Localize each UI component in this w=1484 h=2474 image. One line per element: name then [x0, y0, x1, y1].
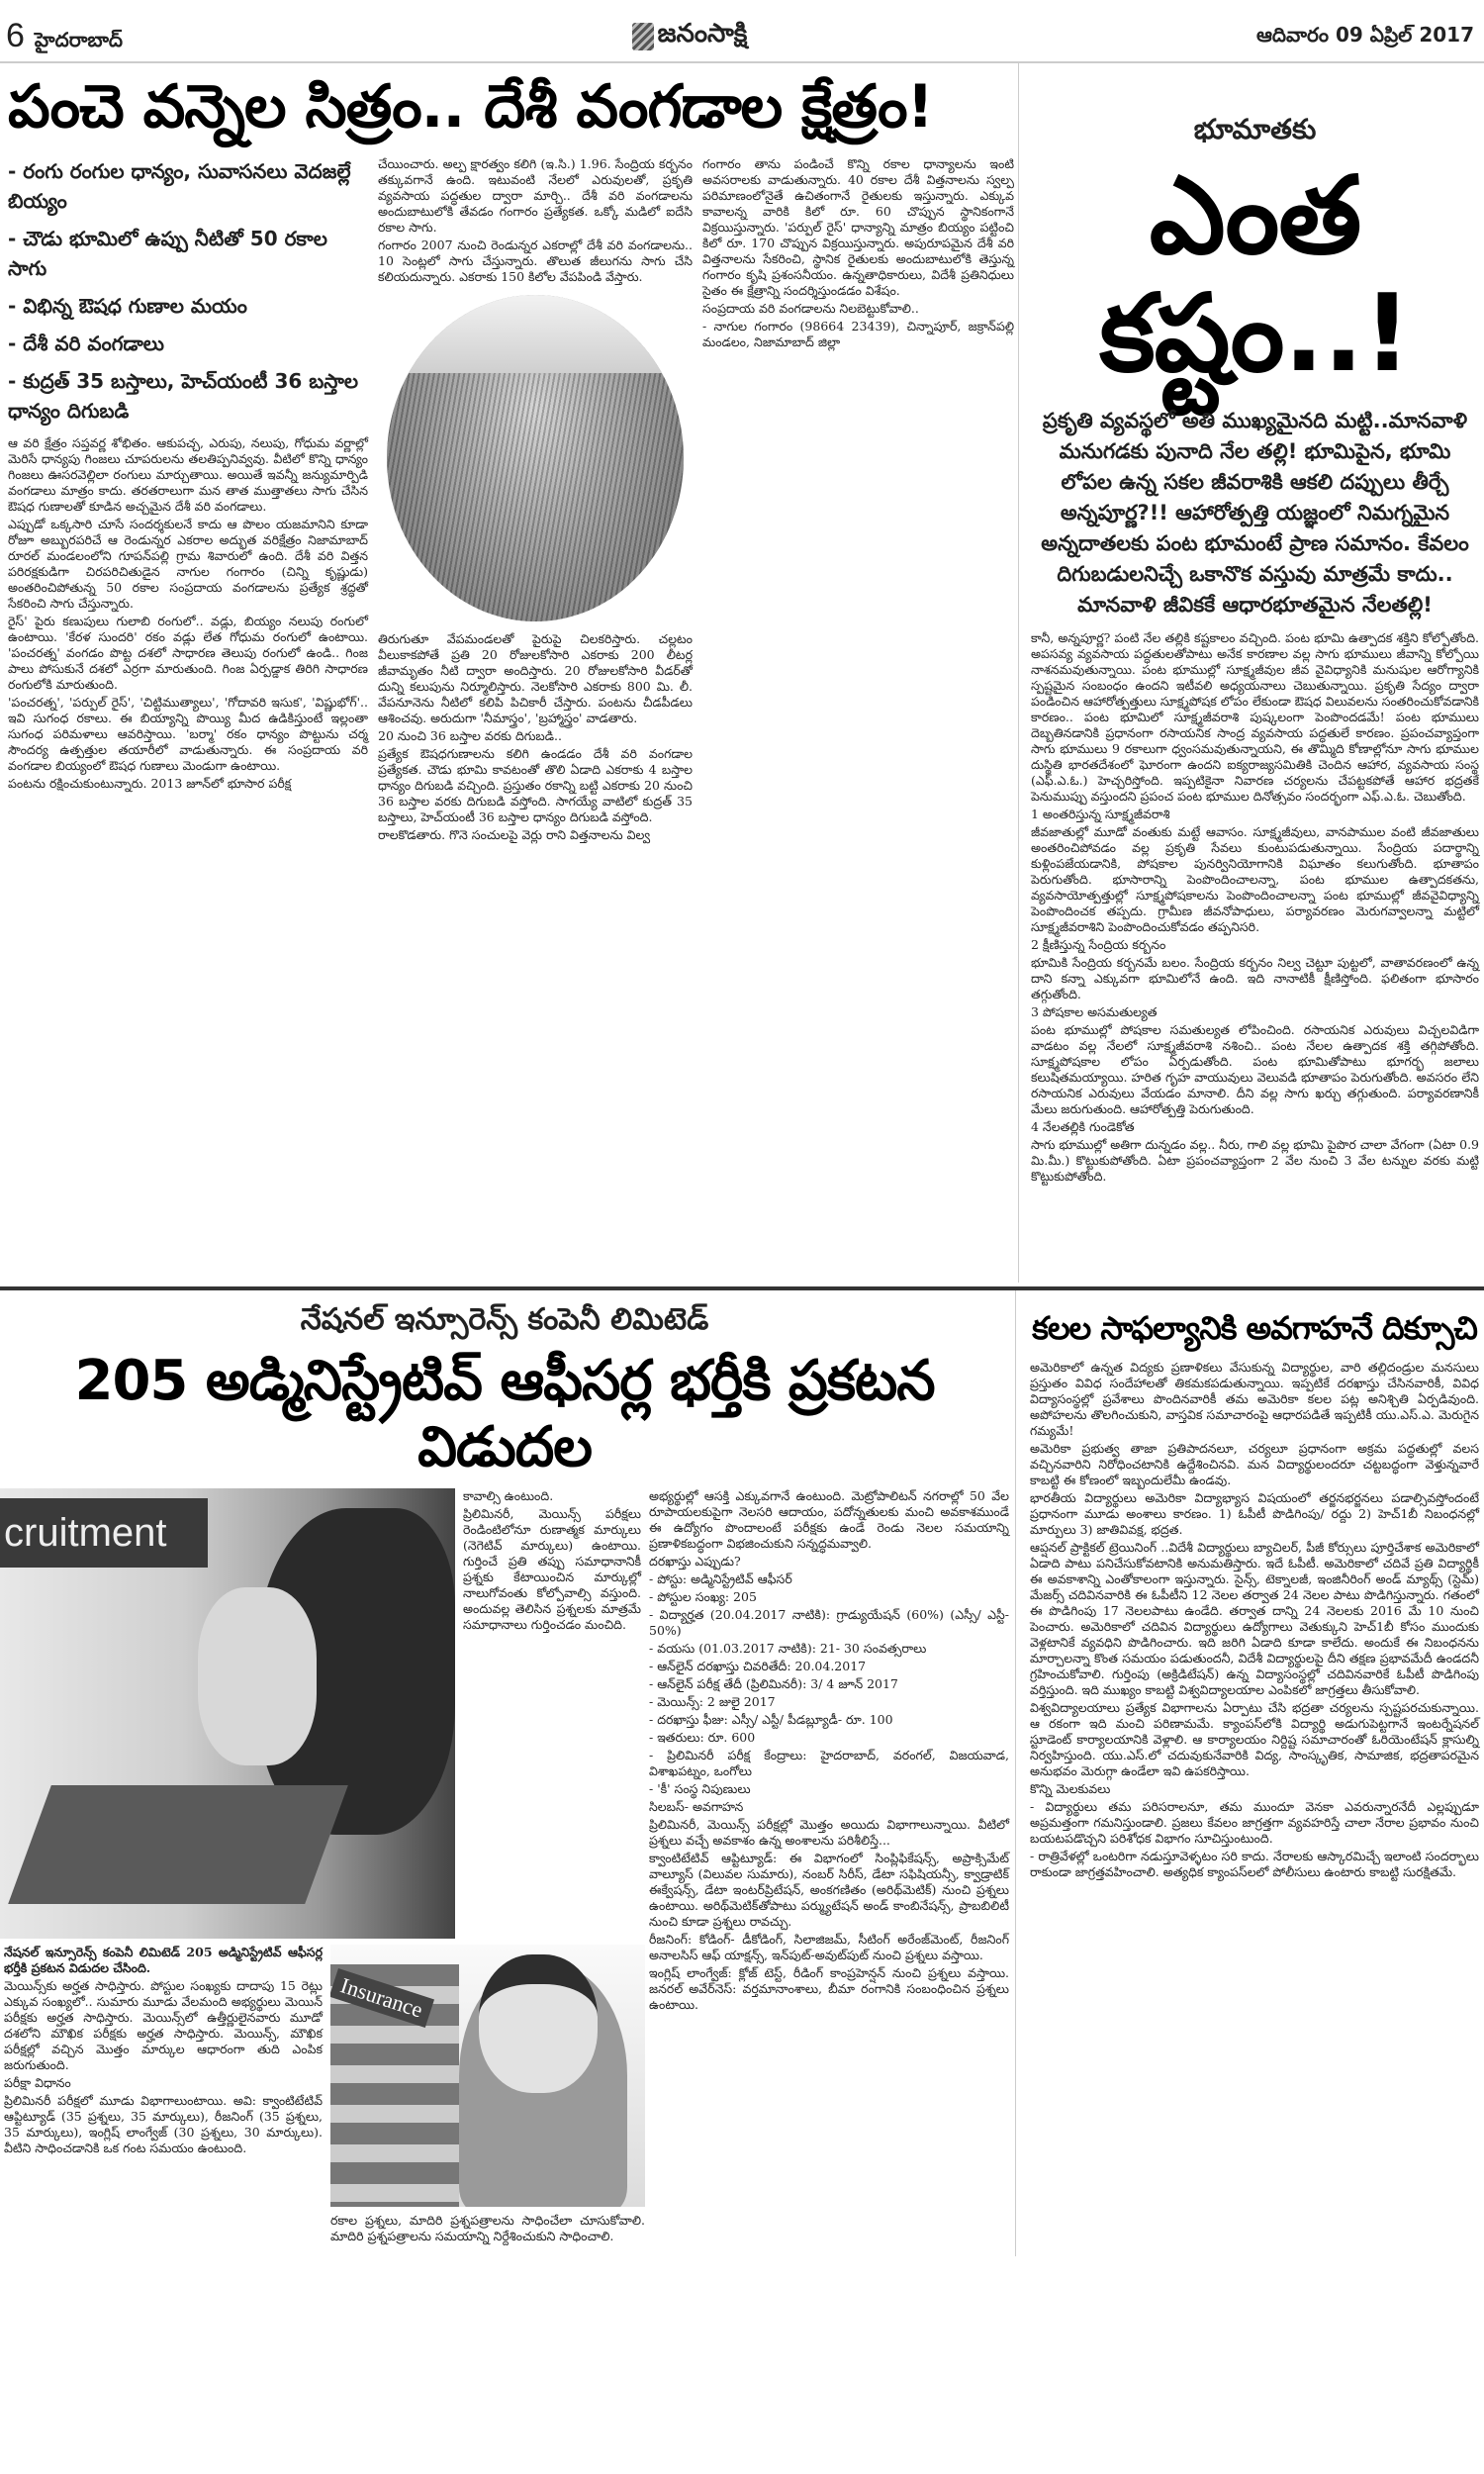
- newspaper-name: జనంసాక్షి: [657, 19, 748, 48]
- jobs-column-c: [4, 1945, 323, 2246]
- article-lead: నేషనల్ ఇన్సూరెన్స్ కంపెనీ లిమిటెడ్ 205 అడ్మినిస్ట్రేటివ్ ఆఫీసర్ల భర్తీకి ప్రకటన విడుదల చేసింది.: [4, 1945, 323, 1976]
- recruitment-sign-text: cruitment: [0, 1498, 208, 1568]
- article-paragraph: ఎప్పుడో ఒక్కసారి చూసే సందర్శకులనే కాదు ఆ పొలం యజమానిని కూడా రోజూ అబ్బురపరిచే ఆ రెండున్నర ఎకరాల అద్భుత వరిక్షేత్రం నిజామాబాద్ రూరల్ మండలంలోని గూపన్‌పల్లి గ్రామ శివారులో ఉంది. దేశీ వరి విత్తన పరిరక్షకుడిగా చిరపరిచితుడైన నాగుల గంగారం (చిన్ని కృష్ణుడు) అంతరించిపోతున్న 50 రకాల సంప్రదాయ వంగడాలను ప్రత్యేక శ్రద్ధతో సేకరించి సాగు చేస్తున్నారు.: [8, 517, 368, 611]
- photo-face-shape: [198, 1587, 317, 1765]
- rice-story-column-2-top: [378, 156, 693, 285]
- highlight-bullet: - దేశీ వరి వంగడాలు: [8, 332, 164, 355]
- jobs-column-b: [649, 1488, 1009, 2015]
- highlight-bullet: - కుద్రత్ 35 బస్తాలు, హెచ్‌యంటీ 36 బస్తాల ధాన్యం దిగుబడి: [8, 369, 359, 423]
- article-subheading: సంప్రదాయ వరి వంగడాలను నిలబెట్టుకోవాలి..: [702, 301, 919, 316]
- jobs-column-a: [463, 1488, 641, 1635]
- rice-story-column-2: [378, 156, 693, 845]
- article-subheading: 3 పోషకాల అసమతుల్యత: [1031, 1003, 1158, 1019]
- article-paragraph: క్వాంటిటేటివ్ ఆప్టిట్యూడ్: ఈ విభాగంలో సింప్లిఫికేషన్స్, అప్రాక్సిమేట్ వాల్యూస్ (విలువల సుమారు), నంబర్ సిరీస్, డేటా సఫిషియన్సీ, క్వాడ్రాటిక్ ఈక్వేషన్స్, డేటా ఇంటర్‌ప్రిటేషన్, అంకగణితం (అరిథ్‌మెటిక్) నుంచి ప్రశ్నలు ఉంటాయి. అరిథ్‌మెటిక్‌తోపాటు పర్మ్యుటేషన్ అండ్ కాంబినేషన్స్, ప్రాబబిలిటీ నుంచి కూడా ప్రశ్నలు రావచ్చు.: [649, 1851, 1009, 1930]
- jobs-story-headline: 205 అడ్మినిస్ట్రేటివ్ ఆఫీసర్ల భర్తీకి ప్రకటన విడుదల: [74, 1349, 935, 1480]
- article-paragraph: రాలకొడతారు. గొనె సంచులపై వెర్లు రాని విత్తనాలను విల్వ: [378, 827, 651, 842]
- highlight-bullet: - విభిన్న ఔషధ గుణాల మయం: [8, 294, 247, 318]
- rice-story-highlights: [8, 156, 368, 426]
- issue-date: ఆదివారం 09 ఏప్రిల్ 2017: [1255, 22, 1474, 47]
- article-paragraph: - ఆన్‌లైన్ పరీక్ష తేదీ (ప్రిలిమినరీ): 3/ 4 జూన్ 2017: [649, 1676, 898, 1692]
- article-paragraph: పంటను రక్షించుకుంటున్నారు. 2013 జూన్‌లో భూసార పరీక్ష: [8, 776, 292, 791]
- highlight-bullet: - చౌడు భూమిలో ఉప్పు నీటితో 50 రకాల సాగు: [8, 227, 327, 280]
- rice-story: [0, 63, 1019, 1283]
- article-paragraph: మెయిన్స్‌కు అర్హత సాధిస్తారు. పోస్టుల సంఖ్యకు దాదాపు 15 రెట్లు ఎక్కువ సంఖ్యలో.. సుమారు మూడు వేలమంది అభ్యర్థులు మెయిన్ పరీక్షకు అర్హత సాధిస్తారు. మెయిన్స్‌లో ఉత్తీర్ణులైనవారు మూడో దశలోని మౌఖిక పరీక్షకు అర్హత సాధిస్తారు. మెయిన్స్, మౌఖిక పరీక్షల్లో వచ్చిన మొత్తం మార్కుల ఆధారంగా తుది ఎంపిక జరుగుతుంది.: [4, 1978, 323, 2073]
- masthead-left: [6, 17, 123, 56]
- insurance-sign-text: Insurance: [330, 1968, 434, 2028]
- rice-story-headline: పంచె వన్నెల సిత్రం.. దేశీ వంగడాల క్షేత్రం!: [8, 72, 933, 142]
- article-paragraph: తిరుగుతూ వేపమండలతో పైరుపై చిలకరిస్తారు. చల్లటం వీలుకాకపోతే ప్రతి 20 రోజులకోసారి ఎకరాకు 200 లీటర్ల జీవామృతం నీటి ద్వారా అందిస్తారు. 20 రోజులకోసారి వీడర్‌తో దున్ని కలుపును నిర్మూలిస్తారు. నెలకోసారి ఎకరాకు 800 మి. లీ. వేపనూనెను నీటిలో కలిపి పిచికారీ చేస్తారు. పంటను చీడపీడలు ఆశించవు. అరుదుగా 'నీమాస్త్రం', 'బ్రహ్మాస్త్రం' వాడతారు.: [378, 631, 693, 725]
- article-paragraph: చేయించారు. అల్ప క్షారత్వం కలిగి (ఇ.సి.) 1.96. సేంద్రియ కర్బనం తక్కువగానే ఉంది. ఇటువంటి నేలలో ఎరువులతో, ప్రకృతి వ్యవసాయ పద్ధతుల ద్వారా మార్చి.. దేశీ వరి వంగడాలను అందుబాటులోకి తేవడం గంగారం ప్రత్యేకత. ఒక్కో మడిలో ఐదేసి రకాల సాగు.: [378, 156, 693, 235]
- recruitment-photo: [0, 1488, 455, 1939]
- article-paragraph: ప్రిలిమినరీ, మెయిన్స్ పరీక్షలు రెండింటిలోనూ రుణాత్మక మార్కులు (నెగెటివ్ మార్కులు) ఉంటాయి. గుర్తించే ప్రతి తప్పు సమాధానానికీ ప్రశ్నకు కేటాయించిన మార్కుల్లో నాలుగోవంతు కోల్పోవాల్సి వస్తుంది. అందువల్ల తెలిసిన ప్రశ్నలకు మాత్రమే సమాధానాలు గుర్తించడం మంచిది.: [463, 1506, 641, 1633]
- jobs-lower-columns: [0, 1945, 645, 2246]
- article-paragraph: - ప్రిలిమినరీ పరీక్ష కేంద్రాలు: హైదరాబాద్, వరంగల్, విజయవాడ, విశాఖపట్నం, ఒంగోలు: [649, 1748, 1009, 1779]
- soil-story-body: [1031, 630, 1479, 1185]
- rice-story-column-3: [702, 156, 1014, 845]
- rice-story-column-2-bottom: [378, 631, 693, 843]
- article-paragraph: రీజనింగ్: కోడింగ్- డీకోడింగ్, సిలాజిజమ్, సీటింగ్ అరేంజ్‌మెంట్, రీజనింగ్ అనాలసిస్ ఆఫ్ యాక్షన్స్, ఇన్‌పుట్-అవుట్‌పుట్ నుంచి ప్రశ్నలు వస్తాయి.: [649, 1932, 1009, 1963]
- soil-story-deck: ప్రకృతి వ్యవస్థలో అతి ముఖ్యమైనది మట్టి..మానవాళి మనుగడకు పునాది నేల తల్లి! భూమిపైన, భూమి లోపల ఉన్న సకల జీవరాశికి ఆకలి దప్పులు తీర్చే అన్నపూర్ణ?!! ఆహారోత్పత్తి యజ్ఞంలో నిమగ్నమైన అన్నదాతలకు పంట భూమంటే ప్రాణ సమానం. కేవలం దిగుబడులనిచ్చే ఒకానొక వస్తువు మాత్రమే కాదు.. మానవాళి జీవికకే ఆధారభూతమైన నేలతల్లి!: [1041, 408, 1469, 617]
- jobs-story-kicker: నేషనల్ ఇన్సూరెన్స్ కంపెనీ లిమిటెడ్: [300, 1302, 709, 1337]
- edition-city: హైదరాబాద్: [34, 28, 124, 51]
- article-paragraph: - ఇతరులు: రూ. 600: [649, 1730, 756, 1746]
- jobs-story: [0, 1290, 1016, 2256]
- page-number: 6: [6, 17, 25, 54]
- article-paragraph: పంట భూముల్లో పోషకాల సమతుల్యత లోపించింది. రసాయనిక ఎరువులు విచ్చలవిడిగా వాడటం వల్ల నేలలో సూక్ష్మజీవరాశి నశించి.. పంట నేలల ఉత్పాదక శక్తి తగ్గిపోతోంది. సూక్ష్మపోషకాల లోపం ఏర్పడుతోంది. పంట భూమితోపాటు భూగర్భ జలాలు కలుషితమయ్యాయి. హరిత గృహ వాయువులు వెలువడి భూతాపం పెరుగుతోంది. అవసరం లేని రసాయనిక ఎరువులు వేయడం మానాలి. దీని వల్ల సాగు ఖర్చు తగ్గుతుంది. పర్యావరణానికీ మేలు జరుగుతుంది. ఆహారోత్పత్తి పెరుగుతుంది.: [1031, 1021, 1479, 1116]
- article-paragraph: - పోస్టు: అడ్మినిస్ట్రేటివ్ ఆఫీసర్: [649, 1571, 792, 1587]
- article-subheading: దరఖాస్తు ఎప్పుడు?: [649, 1554, 741, 1570]
- article-subheading: 1 అంతరిస్తున్న సూక్ష్మజీవరాశి: [1031, 806, 1170, 821]
- article-paragraph: ప్రత్యేక ఔషధగుణాలను కలిగి ఉండడం దేశీ వరి వంగడాల ప్రత్యేకత. చౌడు భూమి కావటంతో తొలి ఏడాది ఎకరాకు 4 బస్తాల ధాన్యం దిగుబడి వచ్చింది. ప్రస్తుతం రకాన్ని బట్టి ఎకరాకు 20 నుంచి 36 బస్తాల వరకు దిగుబడి వస్తోంది. సాగయ్యే వాటిలో కుద్రత్ 35 బస్తాలు, హెచ్‌యంటీ 36 బస్తాల ధాన్యం దిగుబడి వస్తోంది.: [378, 746, 693, 824]
- article-paragraph: - మెయిన్స్: 2 జులై 2017: [649, 1694, 776, 1710]
- us-study-story: [1016, 1290, 1484, 2256]
- article-paragraph: భూమికి సేంద్రియ కర్బనమే బలం. సేంద్రియ కర్బనం నిల్వ చెట్టూ పుట్టలో, వాతావరణంలో ఉన్న దాని కన్నా ఎక్కువగా భూమిలోనే ఉంది. ఇది నానాటికీ క్షీణిస్తోంది. ఫలితంగా భూసారం తగ్గుతోంది.: [1031, 954, 1479, 1001]
- us-study-body: [1030, 1360, 1479, 1880]
- article-paragraph: కావాల్సి ఉంటుంది.: [463, 1488, 554, 1504]
- jobs-column-d-wrap: [330, 1945, 645, 2246]
- article-paragraph: - విద్యార్థులు తమ పరిసరాలనూ, తమ ముందూ వెనకా ఎవరున్నారనేదీ ఎల్లప్పుడూ అప్రమత్తంగా గమనిస్తుండాలి. ప్రజలు కేవలం జాగ్రత్తగా వ్యవహరిస్తే చాలా నేరాల ప్రభావం నుంచి బయటపడొచ్చని పరిశోధక విభాగం సూచిస్తుంటుంది.: [1030, 1799, 1479, 1846]
- article-paragraph: కానీ, అన్నపూర్ణ? పంటి నేల తల్లికి కష్టకాలం వచ్చింది. పంట భూమి ఉత్పాదక శక్తిని కోల్పోతోంది. అపసవ్య వ్యవసాయ పద్ధతులతోపాటు అనేక కారణాల వల్ల సాగు భూములు జీవాన్ని కోల్పోయి నాశనమవుతున్నాయి. పంట భూముల్లో సూక్ష్మజీవుల జీవ వైవిధ్యానికి మనుషుల ఆరోగ్యానికి స్పష్టమైన సంబంధం ఉందని ఇటీవలి అధ్యయనాలు చెబుతున్నాయి. ప్రకృతి సేద్యం ద్వారా పండించిన ఆహారోత్పత్తులు సూక్ష్మపోషక లోపం లేకుండా ఔషధ విలువలను సంతరించుకోవడానికి కారణం.. పంట భూమిలో సూక్ష్మజీవరాశి పుష్కలంగా పెంపొందడమే! పంట భూములు దెబ్బతినడానికి ప్రధానంగా రసాయనిక సాంద్ర వ్యవసాయ పద్ధతులే కారణం. ప్రపంచవ్యాప్తంగా సాగు భూములు 9 రకాలుగా ధ్వంసమవుతున్నాయని, ఈ తొమ్మిది కోణాల్లోనూ సాగు భూముల దుస్థితి భారతదేశంలో ఘోరంగా ఉందని ఐక్యరాజ్యసమితికి చెందిన ఆహార, వ్యవసాయ సంస్థ (ఎఫ్.ఎ.ఓ.) హెచ్చరిస్తోంది. ఇప్పటికైనా నివారణ చర్యలను చేపట్టకపోతే ఆహార భద్రతకే పెనుముప్పు వస్తుందని ప్రపంచ పంట భూముల దినోత్సవం సందర్భంగా ఎఫ్.ఎ.ఓ. చెబుతోంది.: [1031, 629, 1479, 804]
- article-paragraph: గంగారం తాను పండించే కొన్ని రకాల ధాన్యాలను ఇంటి అవసరాలకు వాడుతున్నారు. 40 రకాల దేశీ విత్తనాలను స్వల్ప పరిమాణంలోనైతే ఉచితంగానే రైతులకు ఇస్తున్నారు. ఎక్కువ కావాలన్న వారికి కిలో రూ. 60 చొప్పున స్థానికంగానే విక్రయిస్తున్నారు. 'పర్పుల్ రైస్' ధాన్యాన్ని మాత్రం బియ్యం పట్టించి కిలో రూ. 170 చొప్పున విక్రయిస్తున్నారు. అపురూపమైన దేశీ వరి విత్తనాలను సేకరించి, స్థానిక రైతులకు అందుబాటులోకి తెస్తున్న గంగారం కృషి ప్రశంసనీయం. ఉన్నతాధికారులు, విదేశీ ప్రతినిధులు సైతం ఈ క్షేత్రాన్ని సందర్శిస్తుండడం విశేషం.: [702, 156, 1014, 298]
- article-paragraph: - రాత్రివేళల్లో ఒంటరిగా నడుస్తూవెళ్ళటం సరి కాదు. నేరాలకు ఆస్కారమిచ్చే ఇలాంటి సందర్భాలు రాకుండా జాగ్రత్తవహించాలి. అత్యధిక క్యాంపస్‌లలో పోలీసులు ఉంటారు కాబట్టి సురక్షితమే.: [1030, 1849, 1479, 1879]
- article-subheading: సిలబస్- అవగాహన: [649, 1799, 744, 1815]
- man-head-shape: [479, 1954, 598, 2093]
- article-paragraph: 'పంచరత్న', 'పర్పుల్ రైస్', 'చిట్టిముత్యాలు', 'గోదావరి ఇసుక', 'విష్ణుభోగ్'.. ఇవి సుగంధ రకాలు. ఈ బియ్యాన్ని పొయ్యి మీద ఉడికిస్తుంటే ఇల్లంతా సుగంధ పరిమళాలు ఆవరిస్తాయి. 'బర్మా' రకం ధాన్యం పొట్టును చర్మ సౌందర్య ఉత్పత్తుల తయారీలో వాడుతున్నారు. ఈ సంప్రదాయ వరి వంగడాల బియ్యంలో ఔషధ గుణాలు మెండుగా ఉంటాయి.: [8, 695, 368, 773]
- article-paragraph: భారతీయ విద్యార్థులు అమెరికా విద్యాభ్యాస విషయంలో తర్జనభర్జనలు పడాల్సివస్తోందంటే ప్రధానంగా మూడు అంశాలు కారణం. 1) ఓపీటీ పొడిగింపు/ రద్దు 2) హెచ్1బీ నిబంధనల్లో మార్పులు 3) జాతివివక్ష, భద్రత.: [1030, 1490, 1479, 1537]
- masthead: [0, 0, 1484, 63]
- article-paragraph: సాగు భూముల్లో అతిగా దున్నడం వల్ల.. నీరు, గాలి వల్ల భూమి పైపొర చాలా వేగంగా (ఏటా 0.9 మి.మీ.) కొట్టుకుపోతోంది. ఏటా ప్రపంచవ్యాప్తంగా 2 వేల నుంచి 3 వేల టన్నుల వరకు మట్టి కొట్టుకుపోతోంది.: [1031, 1136, 1479, 1184]
- logo-emblem-icon: [632, 23, 654, 50]
- article-paragraph: అమెరికా ప్రభుత్వ తాజా ప్రతిపాదనలూ, చర్యలూ ప్రధానంగా అక్రమ పద్ధతుల్లో వలస వచ్చినవారిని నిరోధించటానికి ఉద్దేశించినవి. మన విద్యార్థులందరూ చట్టబద్ధంగా వెళ్తున్నవారే కాబట్టి ఈ కోణంలో ఇబ్బందులేమీ ఉండవు.: [1030, 1441, 1479, 1487]
- article-paragraph: ఆప్షనల్ ప్రాక్టికల్ ట్రెయినింగ్ ..విదేశీ విద్యార్థులు బ్యాచిలర్, పీజీ కోర్సులు పూర్తిచేశాక అమెరికాలో ఏడాది పాటు పనిచేసుకోవటానికి అనుమతిస్తారు. ఇదే ఓపీటీ. అమెరికాలో చదివే ప్రతి విద్యార్థికీ ఈ అవకాశాన్ని ఎంతోకాలంగా ఇస్తున్నారు. సైన్స్, టెక్నాలజీ, ఇంజినీరింగ్ అండ్ మ్యాథ్స్ (స్టెమ్) మేజర్స్ చదివినవారికి ఈ ఓపీటీని 12 నెలల తర్వాత 24 నెలల పాటు పొడిగిస్తున్నారు. గతంలో ఈ పొడిగింపు 17 నెలలపాటు ఉండేది. తర్వాత దాన్ని 24 నెలలకు 2016 మే 10 నుంచి పెంచారు. అమెరికాలో చదివిన విద్యార్థులు ఉద్యోగాలు వెతుక్కుని హెచ్1బీ కోసం ముందుకు వెళ్లటానికే వ్యవధిని పొడిగించారు. ఇది జరిగి ఏడాది కూడా కాలేదు. అందుకే ఈ నిబంధనను మార్చాలన్నా కొంత సమయం పడుతుందనీ, విదేశీ విద్యార్థులపై దీని తక్షణ ప్రభావమేదీ ఉండదనీ గ్రహించుకోవాలి. గుర్తింపు (అక్రిడిటేషన్) ఉన్న విద్యాసంస్థల్లో చదివినవారికే ఓపీటీ పొడిగింపు వర్తిస్తుంది. ఇది ముఖ్యం కాబట్టి విశ్వవిద్యాలయాల ఎంపికలో జాగ్రత్తలు తీసుకోవాలి.: [1030, 1540, 1479, 1697]
- article-subheading: 4 నేలతల్లికి గుండెకోత: [1031, 1118, 1135, 1134]
- newspaper-logo: [632, 19, 748, 54]
- article-subheading: 2 క్షీణిస్తున్న సేంద్రియ కర్బనం: [1031, 936, 1166, 952]
- insurance-illustration: [330, 1945, 645, 2207]
- article-paragraph: - వయసు (01.03.2017 నాటికి): 21- 30 సంవత్సరాలు: [649, 1641, 927, 1657]
- article-paragraph: - పోస్టుల సంఖ్య: 205: [649, 1589, 757, 1605]
- us-study-headline: కలల సాఫల్యానికి అవగాహనే దిక్సూచి: [1032, 1309, 1477, 1347]
- article-paragraph: - ఆన్‌లైన్ దరఖాస్తు చివరితేదీ: 20.04.2017: [649, 1659, 867, 1674]
- article-paragraph: ప్రిలిమినరీ పరీక్షలో మూడు విభాగాలుంటాయి. అవి: క్వాంటిటేటివ్ ఆప్టిట్యూడ్ (35 ప్రశ్నలు, 35 మార్కులు), రీజనింగ్ (35 ప్రశ్నలు, 35 మార్కులు), ఇంగ్లిష్ లాంగ్వేజ్ (30 ప్రశ్నలు, 30 మార్కులు). వీటిని సాధించడానికి ఒక గంట సమయం ఉంటుంది.: [4, 2093, 323, 2156]
- article-paragraph: అభ్యర్థుల్లో ఆసక్తి ఎక్కువగానే ఉంటుంది. మెట్రోపాలిటన్ నగరాల్లో 50 వేల రూపాయలకుపైగా నెలసరి ఆదాయం, పదోన్నతులకు మంచి అవకాశముండే ఈ ఉద్యోగం పొందాలంటే పరీక్షకు ఉండే రెండు నెలల సమయాన్ని ప్రణాళికబద్ధంగా విభజించుకుని సన్నద్ధమవ్వాలి.: [649, 1488, 1009, 1552]
- article-subheading: పరీక్షా విధానం: [4, 2075, 71, 2091]
- article-paragraph: - దరఖాస్తు ఫీజు: ఎస్సీ/ ఎస్టీ/ పీడబ్ల్యూడీ- రూ. 100: [649, 1712, 893, 1728]
- article-paragraph: గంగారం 2007 నుంచి రెండున్నర ఎకరాల్లో దేశీ వరి వంగడాలను.. 10 సెంట్లలో సాగు చేస్తున్నారు. తొలుత జీలుగను సాగు చేసి కలియదున్నారు. ఎకరాకు 150 కిలోల వేపపిండి వేస్తారు.: [378, 238, 693, 284]
- paddy-field-photo: [387, 295, 684, 621]
- article-subheading: 20 నుంచి 36 బస్తాల వరకు దిగుబడి..: [378, 728, 562, 743]
- soil-story-kicker: భూమాతకు: [1193, 113, 1317, 145]
- article-paragraph: - విద్యార్హత (20.04.2017 నాటికి): గ్రాడ్యుయేషన్ (60%) (ఎస్సీ/ ఎస్టీ- 50%): [649, 1607, 1009, 1639]
- rice-story-columns: [8, 156, 1012, 845]
- article-paragraph: జీవజాతుల్లో మూడో వంతుకు మట్టే ఆవాసం. సూక్ష్మజీవులు, వానపాముల వంటి జీవజాతులు అంతరించిపోవడం వల్ల ప్రకృతి సేవలు కుంటుపడుతున్నాయి. సేంద్రియ పదార్థాన్ని కుళ్లింపజేయడానికి, పోషకాల పునర్వినియోగానికి విఘాతం కలుగుతోంది. భూతాపం పెరుగుతోంది. భూసారాన్ని పెంపొందించాలన్నా, పంట భూముల ఉత్పాదకతను, వ్యవసాయోత్పత్తుల్లో సూక్ష్మపోషకాలను పెంపొందించాలన్నా పంట భూముల్లో జీవవైవిధ్యాన్ని పెంపొందించక తప్పదు. గ్రామీణ జీవనోపాధులు, పర్యావరణం మెరుగవ్వాలన్నా మట్టిలో సూక్ష్మజీవరాశిని పెంపొందించుకోవడం తప్పనిసరి.: [1031, 823, 1479, 934]
- bottom-section: [0, 1290, 1484, 2256]
- top-section: [0, 63, 1484, 1283]
- jobs-story-columns: [0, 1488, 1009, 2246]
- highlight-bullet: - రంగు రంగుల ధాన్యం, సువాసనలు వెదజల్లే బియ్యం: [8, 159, 351, 213]
- article-paragraph: ఇంగ్లిష్ లాంగ్వేజ్: క్లోజ్ టెస్ట్, రీడింగ్ కాంప్రహెన్షన్ నుంచి ప్రశ్నలు వస్తాయి. జనరల్ అవేర్‌నెస్: వర్తమానాంశాలు, బీమా రంగానికి సంబంధించిన ప్రశ్నలు ఉంటాయి.: [649, 1965, 1009, 2013]
- article-paragraph: ఆ వరి క్షేత్రం సప్తవర్ణ శోభితం. ఆకుపచ్చ, ఎరుపు, నలుపు, గోధుమ వర్ణాల్లో మెరిసే ధాన్యపు గింజలు చూపరులను తలతిప్పనివ్వవు. వీటిలో కొన్ని ధాన్యం గింజలు ఊసరవెల్లిలా రంగులు మార్చుతాయి. అయితే ఇవన్నీ జన్యుమార్పిడి వంగడాలు మాత్రం కాదు. తరతరాలుగా మన తాత ముత్తాతలు సాగు చేసిన ఔషధ గుణాలతో కూడిన అచ్చమైన దేశీ వరి వంగడాలు.: [8, 435, 368, 514]
- jobs-column-d: [330, 2213, 645, 2244]
- rice-story-column-1: [8, 156, 368, 845]
- article-paragraph: - నాగుల గంగారం (98664 23439), చిన్నాపూర్, జక్రాన్‌పల్లి మండలం, నిజామాబాద్ జిల్లా: [702, 319, 1014, 349]
- article-paragraph: విశ్వవిద్యాలయాలు ప్రత్యేక విభాగాలను ఏర్పాటు చేసి భద్రతా చర్యలను స్పష్టపరచుకున్నాయి. ఆ రకంగా ఇది మంచి పరిణామమే. క్యాంపస్‌లోకి విద్యార్థి అడుగుపెట్టగానే ఇంటర్నేషనల్ స్టూడెంట్ కార్యాలయానికి వెళ్లాలి. ఆ కార్యాలయం నిర్దిష్ట సమాచారంతో ఓరియెంటేషన్ క్లాసుల్ని నిర్వహిస్తుంది. యు.ఎస్.లో చదువుకునేవారికి విద్య, సాంస్కృతిక, సామాజిక, భద్రతాపరమైన అనుభవం మెరుగ్గా ఉండేలా ఇవి ఉపకరిస్తాయి.: [1030, 1700, 1479, 1778]
- rice-story-column-1-text: [8, 435, 368, 792]
- soil-story-headline: ఎంత కష్టం..!: [1099, 154, 1411, 396]
- laptop-icon: [8, 1785, 348, 1904]
- article-paragraph: రైస్' పైరు కణుపులు గులాబి రంగులో.. వడ్లు, బియ్యం నలుపు రంగులో ఉంటాయి. 'కేరళ సుందరి' రకం వడ్లు లేత గోధుమ రంగులో ఉంటాయి. 'పంచరత్న' వంగడం పొట్ట దశలో సాధారణ తెలుపు రంగులో ఉండి.. గింజ పాలు పోసుకునే దశలో ఎర్రగా మారుతుంది. గింజ ఏర్పడ్డాక తిరిగి సాధారణ రంగులోకి మారుతుంది.: [8, 614, 368, 692]
- article-paragraph: రకాల ప్రశ్నలు, మాదిరి ప్రశ్నపత్రాలను సాధించేలా చూసుకోవాలి. మాదిరి ప్రశ్నపత్రాలను సమయాన్ని నిర్దేశించుకుని సాధించాలి.: [330, 2213, 645, 2244]
- article-paragraph: - 'కీ' సంస్థ నిపుణులు: [649, 1781, 751, 1797]
- soil-story: [1019, 63, 1484, 1283]
- article-paragraph: ప్రిలిమినరీ, మెయిన్స్ పరీక్షల్లో మొత్తం అయిదు విభాగాలున్నాయి. వీటిలో ప్రశ్నలు వచ్చే అవకాశం ఉన్న అంశాలను పరిశీలిస్తే...: [649, 1817, 1009, 1849]
- article-subheading: కొన్ని మెలకువలు: [1030, 1781, 1111, 1796]
- article-paragraph: అమెరికాలో ఉన్నత విద్యకు ప్రణాళికలు వేసుకున్న విద్యార్థుల, వారి తల్లిదండ్రుల మనసులు ప్రస్తుతం వివిధ సందేహాలతో తికమకపడుతున్నాయి. ఇప్పటికే దరఖాస్తు చేసినవారికీ, వివిధ విద్యాసంస్థల్లో ప్రవేశాలు పొందినవారికీ తమ అమెరికా కలల పట్ల అనిశ్చితి ఏర్పడివుంది. అపోహలను తొలగించుకుని, వాస్తవిక సమాచారంపై ఆధారపడితే ఇప్పటికీ యు.ఎస్.ఎ. మెరుగైన గమ్యమే!: [1030, 1360, 1479, 1438]
